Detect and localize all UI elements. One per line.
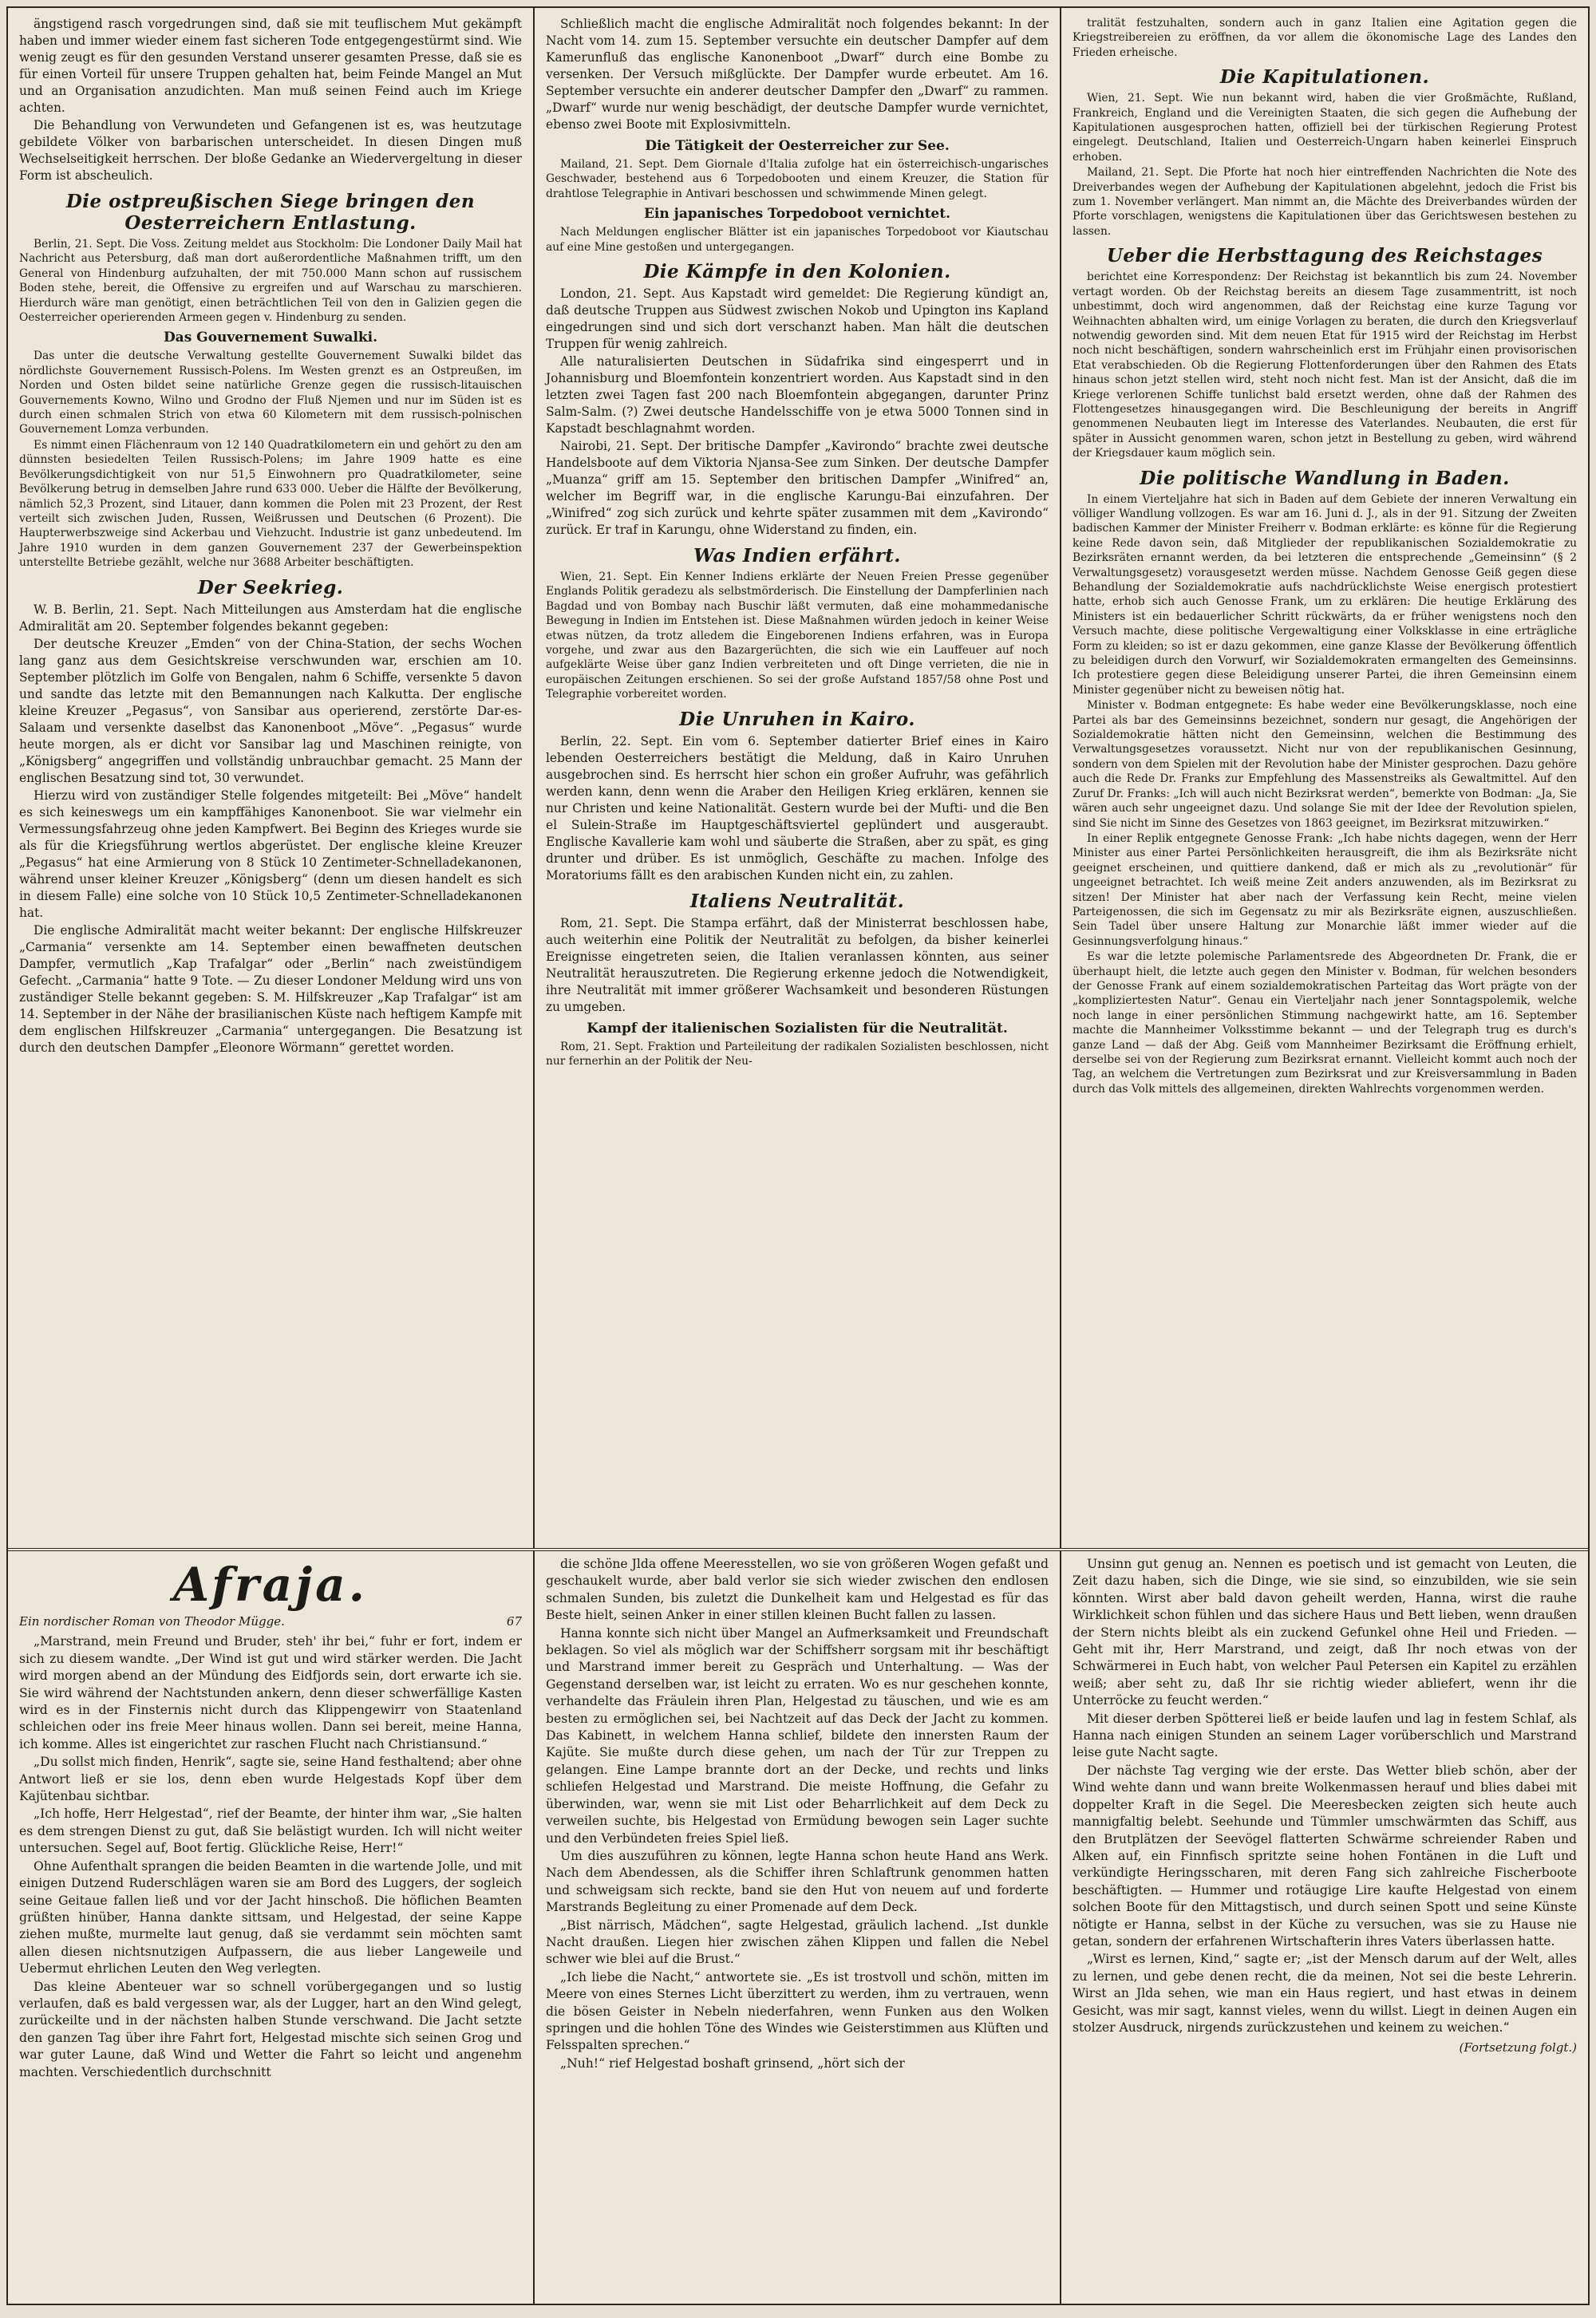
article-paragraph: Rom, 21. Sept. Die Stampa erfährt, daß der Ministerrat beschlossen habe, auch weiterhin eine Politik der Neutralität zu befolgen, da bisher keinerlei Ereignisse eingetreten seien, die Italien veranlassen könnten, aus seiner Neutralität herauszutreten. Die Regierung erkenne jedoch die Notwendigkeit, ihre Neutralität mit immer größerer Wachsamkeit und besonderen Rüstungen zu umgeben. bbox=[546, 915, 1049, 1014]
novel-paragraph: die schöne Jlda offene Meeresstellen, wo sie von größeren Wogen gefaßt und geschaukelt wurde, aber bald verlor sie sich wieder zwischen den endlosen schmalen Sunden, bis zuletzt die Dunkelheit kam und Helgestad es für das Beste hielt, seinen Anker in einer stillen kleinen Bucht fallen zu lassen. bbox=[546, 1557, 1049, 1623]
news-column-2 bbox=[535, 8, 1061, 1548]
article-paragraph: berichtet eine Korrespondenz: Der Reichstag ist bekanntlich bis zum 24. November vertagt worden. Ob der Reichstag bereits an diesem Tage zusammentritt, ist noch unbestimmt, doch wird angenommen, daß der Reichstag eine kurze Tagung vor Weihnachten abhalten wird, um einige Vorlagen zu beraten, die durch den Kriegsverlauf notwendig geworden sind. Mit dem neuen Etat für 1915 wird der Reichstag im Herbst noch nicht beschäftigen, sondern wahrscheinlich erst im Frühjahr einen provisorischen Etat verabschieden. Ob die Regierung Flottenforderungen über den Rahmen des Etats hinaus schon jetzt stellen wird, steht noch nicht fest. Man ist der Ansicht, daß die im Kriege verlorenen Schiffe tunlichst bald ersetzt werden, ohne daß der Rahmen des Flottengesetzes hinausgegangen wird. Die Beschleunigung der bereits in Angriff genommenen Neubauten liegt im Interesse des Vaterlandes. Neubauten, die erst für später in Aussicht genommen waren, schon jetzt in Bestellung zu geben, wird während der Kriegsdauer kaum möglich sein. bbox=[1073, 270, 1577, 460]
article-paragraph: tralität festzuhalten, sondern auch in ganz Italien eine Agitation gegen die Kriegstreibereien zu eröffnen, da vor allem die ökonomische Lage des Landes den Frieden erheische. bbox=[1073, 17, 1577, 59]
article-paragraph: Berlin, 21. Sept. Die Voss. Zeitung meldet aus Stockholm: Die Londoner Daily Mail hat Nachricht aus Petersburg, daß man dort außerordentliche Maßnahmen trifft, um den General von Hindenburg aufzuhalten, der mit 750.000 Mann schon auf russischem Boden stehe, bereit, die Offensive zu ergreifen und auf Warschau zu marschieren. Hierdurch wäre man genötigt, einen beträchtlichen Teil von den in Galizien gegen die Oesterreicher operierenden Armeen gegen v. Hindenburg zu senden. bbox=[19, 238, 522, 325]
article-paragraph: Es nimmt einen Flächenraum von 12 140 Quadratkilometern ein und gehört zu den am dünnsten besiedelten Teilen Russisch-Polens; im Jahre 1909 hatte es eine Bevölkerungsdichtigkeit von nur 51,5 Einwohnern pro Quadratkilometer, seine Bevölkerung betrug in demselben Jahre rund 633 000. Ueber die Hälfte der Bevölkerung, nämlich 52,3 Prozent, sind Litauer, dann kommen die Polen mit 23 Prozent, der Rest verteilt sich zwischen Juden, Russen, Weißrussen und Deutschen (6 Prozent). Die Haupterwerbszweige sind Ackerbau und Viehzucht. Industrie ist ganz unbedeutend. Im Jahre 1910 wurden in dem ganzen Gouvernement 237 der Gewerbeinspektion unterstellte Betriebe gezählt, welche nur 3688 Arbeiter beschäftigten. bbox=[19, 438, 522, 570]
article-paragraph: In einem Vierteljahre hat sich in Baden auf dem Gebiete der inneren Verwaltung ein völliger Wandlung vollzogen. Es war am 16. Juni d. J., als in der 91. Sitzung der Zweiten badischen Kammer der Minister Freiherr v. Bodman erklärte: es könne für die Regierung keine Rede davon sein, daß Mitglieder der republikanischen Sozialdemokratie zu Bezirksräten ernannt werden, da bei letzteren die entsprechende „Gemeinsinn“ (§ 2 Verwaltungsgesetz) vorausgesetzt werden müsse. Nachdem Genosse Geiß gegen diese Behandlung der Sozialdemokratie aufs nachdrücklichste Weise energisch protestiert hatte, erhob sich auch Genosse Frank, um zu erklären: Die heutige Erklärung des Ministers ist ein bedauerlicher Schritt rückwärts, da er früher wenigstens noch den Versuch machte, diese politische Vergewaltigung einer Volksklasse in eine erträgliche Form zu kleiden; so ist er dazu gekommen, eine ganze Klasse der Bevölkerung öffentlich zu beleidigen durch den Vorwurf, wir Sozialdemokraten ermangelten des Gemeinsinns. Ich protestiere gegen diese Beleidigung unserer Partei, die ihren Gemeinsinn einem Minister gegenüber nicht zu beweisen nötig hat. bbox=[1073, 492, 1577, 697]
article-paragraph: Wien, 21. Sept. Ein Kenner Indiens erklärte der Neuen Freien Presse gegenüber Englands Politik geradezu als selbstmörderisch. Die Einstellung der Dampferlinien nach Bagdad und von Bombay nach Buschir läßt vermuten, daß eine mohammedanische Bewegung in Indien im Entstehen ist. Diese Maßnahmen würden jedoch in keiner Weise etwas nützen, da trotz alledem die Eingeborenen Indiens erfahren, was in Europa vorgehe, und zwar aus den Bazargerüchten, die sich wie ein Lauffeuer auf noch aufgeklärte Weise über ganz Indien verbreiteten und oft Dinge verrieten, die nie in europäischen Zeitungen erschienen. So sei der große Aufstand 1857/58 ohne Post und Telegraphie vorbereitet worden. bbox=[546, 571, 1049, 701]
headline-ostpreussen: Die ostpreußischen Siege bringen den Oesterreichern Entlastung. bbox=[65, 191, 476, 234]
novel-paragraph: „Marstrand, mein Freund und Bruder, steh' ihr bei,“ fuhr er fort, indem er sich zu diesem wandte. „Der Wind ist gut und wird stärker werden. Die Jacht wird morgen abend an der Mündung des Eidfjords sein, dort erwarte ich sie. Sie wird während der Nachtstunden ankern, denn dieser schwerfällige Kasten wird es in der Finsternis nicht durch das Klippengewirr von Staatenland schleichen oder ins freie Meer hinaus wollen. Dann sei bereit, meine Hanna, ich komme. Alles ist eingerichtet zur raschen Flucht nach Christiansund.“ bbox=[19, 1634, 522, 1751]
headline-seekrieg: Der Seekrieg. bbox=[197, 576, 344, 598]
novel-column-2 bbox=[535, 1551, 1061, 2304]
novel-subtitle-row bbox=[19, 1613, 522, 1630]
novel-paragraph: Hanna konnte sich nicht über Mangel an Aufmerksamkeit und Freundschaft beklagen. So viel als möglich war der Schiffsherr sorgsam mit ihr beschäftigt und Marstrand immer bereit zu Gespräch und Unterhaltung. — Was der Gegenstand derselben war, ist leicht zu erraten. Wo es nur geschehen konnte, verhandelte das Fräulein ihren Plan, Helgestad zu täuschen, und wie es am besten zu ermöglichen sei, bei Nachtzeit auf das Deck der Jacht zu kommen. Das Kabinett, in welchem Hanna schlief, bildete den innersten Raum der Kajüte. Sie mußte durch diese gehen, um nach der Tür zur Treppen zu gelangen. Eine Lampe brannte dort an der Decke, und rechts und links schliefen Helgestad und Marstrand. Die meiste Hoffnung, die Gefahr zu überwinden, war, wenn sie mit List oder Beharrlichkeit auf dem Deck zu verweilen suchte, bis Helgestad von Ermüdung bewogen sein Lager suchte und den Verbündeten freies Spiel ließ. bbox=[546, 1625, 1049, 1846]
novel-title: Afraja. bbox=[173, 1558, 368, 1612]
headline-baden: Die politische Wandlung in Baden. bbox=[1140, 467, 1510, 489]
article-paragraph: Die englische Admiralität macht weiter bekannt: Der englische Hilfskreuzer „Carmania“ versenkte am 14. September einen bewaffneten deutschen Dampfer, vermutlich „Kap Trafalgar“ oder „Berlin“ nach zweistündigem Gefecht. „Carmania“ hatte 9 Tote. — Zu dieser Londoner Meldung wird uns von zuständiger Stelle bekannt gegeben: S. M. Hilfskreuzer „Kap Trafalgar“ ist am 14. September in der Nähe der brasilianischen Küste nach heftigem Kampfe mit dem englischen Hilfskreuzer „Carmania“ untergegangen. Die Besatzung ist durch den deutschen Dampfer „Eleonore Wörmann“ gerettet worden. bbox=[19, 922, 522, 1055]
article-paragraph: Alle naturalisierten Deutschen in Südafrika sind eingesperrt und in Johannisburg und Bloemfontein konzentriert worden. Aus Kapstadt sind in den letzten zwei Tagen fast 200 nach Bloemfontein abgegangen, darunter Prinz Salm-Salm. (?) Zwei deutsche Handelsschiffe von je etwa 5000 Tonnen sind in Kapstadt beschlagnahmt worden. bbox=[546, 354, 1049, 436]
news-column-1 bbox=[8, 8, 535, 1548]
headline-kolonien: Die Kämpfe in den Kolonien. bbox=[643, 261, 951, 283]
article-paragraph: W. B. Berlin, 21. Sept. Nach Mitteilungen aus Amsterdam hat die englische Admiralität am 20. September folgendes bekannt gegeben: bbox=[19, 602, 522, 634]
article-paragraph: Nairobi, 21. Sept. Der britische Dampfer „Kavirondo“ brachte zwei deutsche Handelsboote auf dem Viktoria Njansa-See zum Sinken. Der deutsche Dampfer „Muanza“ griff am 15. September den britischen Dampfer „Winifred“ an, welcher im Begriff war, in die englische Karungu-Bai einzufahren. Der „Winifred“ zog sich zurück und kehrte später zusammen mit dem „Kavirondo“ zurück. Er traf in Karungu, ohne Widerstand zu finden, ein. bbox=[546, 439, 1049, 538]
headline-indien: Was Indien erfährt. bbox=[693, 545, 901, 567]
novel-paragraph: Das kleine Abenteuer war so schnell vorübergegangen und so lustig verlaufen, daß es bald vergessen war, als der Lugger, hart an den Wind gelegt, zurückeilte und in der nächsten halben Stunde verschwand. Die Jacht setzte den ganzen Tag über ihre Fahrt fort, Helgestad mischte sich seinen Grog und war guter Laune, daß Wind und Wetter die Fahrt so leicht und angenehm machten. Verschiedentlich durchschnitt bbox=[19, 1979, 522, 2079]
article-paragraph: Es war die letzte polemische Parlamentsrede des Abgeordneten Dr. Frank, die er überhaupt hielt, die letzte auch gegen den Minister v. Bodman, für welchen besonders der Genosse Frank auf einem sozialdemokratischen Parteitag das Wort prägte von der „kompliziertesten Natur“. Genau ein Vierteljahr nach jener Sonntagspolemik, welche noch lange in einer persönlichen Stimmung nachgewirkt hatte, am 16. September machte die Mannheimer Volksstimme bekannt — und der Telegraph trug es durch's ganze Land — daß der Abg. Geiß vom Mannheimer Bezirksamt die Eröffnung erhielt, derselbe sei von der Regierung zum Bezirksrat ernannt. Vielleicht kommt auch noch der Tag, an welchem die Vertretungen zum Bezirksrat und zur Kreisversammlung in Baden durch das Volk mittels des allgemeinen, direkten Wahlrechts vorgenommen werden. bbox=[1073, 950, 1577, 1096]
article-paragraph: ängstigend rasch vorgedrungen sind, daß sie mit teuflischem Mut gekämpft haben und immer wieder einem fast sicheren Tode entgegengestürmt sind. Wie wenig zeugt es für den gesunden Verstand unserer gesamten Presse, daß sie es für einen Vorteil für unsere Truppen gehalten hat, beim Feinde Mangel an Mut und an Organisation anzudichten. Man muß seinen Feind auch im Kriege achten. bbox=[19, 17, 522, 115]
novel-installment-number: 67 bbox=[506, 1614, 522, 1629]
headline-kairo: Die Unruhen in Kairo. bbox=[679, 708, 915, 730]
novel-subtitle: Ein nordischer Roman von Theodor Mügge. bbox=[19, 1614, 285, 1629]
article-paragraph: Wien, 21. Sept. Wie nun bekannt wird, haben die vier Großmächte, Rußland, Frankreich, England und die Vereinigten Staaten, die sich gegen die Aufhebung der Kapitulationen ausgesprochen hatten, offiziell bei der türkischen Regierung Protest eingelegt. Deutschland, Italien und Oesterreich-Ungarn haben keinerlei Einspruch erhoben. bbox=[1073, 92, 1577, 164]
article-paragraph: Schließlich macht die englische Admiralität noch folgendes bekannt: In der Nacht vom 14. zum 15. September versuchte ein deutscher Dampfer auf dem Kamerunfluß das englische Kanonenboot „Dwarf“ durch eine Bombe zu versenken. Der Versuch mißglückte. Der Dampfer wurde erbeutet. Am 16. September versuchte ein anderer deutscher Dampfer den „Dwarf“ zu rammen. „Dwarf“ wurde nur wenig beschädigt, der deutsche Dampfer wurde vernichtet, ebenso zwei Boote mit Explosivmitteln. bbox=[546, 17, 1049, 132]
news-column-3 bbox=[1061, 8, 1588, 1548]
article-paragraph: Mailand, 21. Sept. Die Pforte hat noch hier eintreffenden Nachrichten die Note des Dreiverbandes wegen der Aufhebung der Kapitulationen abgelehnt, jedoch die Frist bis zum 1. November verlängert. Man nimmt an, die Mächte des Dreiverbandes würden der Pforte vorschlagen, wenigstens die Kapitulationen über das Gerichtswesen bestehen zu lassen. bbox=[1073, 166, 1577, 238]
novel-column-3 bbox=[1061, 1551, 1588, 2304]
novel-paragraph: „Ich liebe die Nacht,“ antwortete sie. „Es ist trostvoll und schön, mitten im Meere von eines Sternes Licht überzittert zu werden, ihm zu vertrauen, wenn die bösen Geister in Nebeln niederfahren, wenn Funken aus den Wolken springen und die hohlen Töne des Windes wie Geisterstimmen aus Klüften und Felsspalten sprechen.“ bbox=[546, 1969, 1049, 2053]
article-paragraph: London, 21. Sept. Aus Kapstadt wird gemeldet: Die Regierung kündigt an, daß deutsche Truppen aus Südwest zwischen Nokob und Upington ins Kapland eingedrungen sind und sich dort verschanzt haben. Man hält die deutschen Truppen für wenig zahlreich. bbox=[546, 286, 1049, 352]
headline-italien: Italiens Neutralität. bbox=[689, 890, 905, 912]
novel-paragraph: „Ich hoffe, Herr Helgestad“, rief der Beamte, der hinter ihm war, „Sie halten es dem strengen Dienst zu gut, daß Sie belästigt wurden. Ich will nicht weiter untersuchen. Segel auf, Boot fertig. Glückliche Reise, Herr!“ bbox=[19, 1807, 522, 1856]
novel-section bbox=[8, 1551, 1588, 2304]
novel-paragraph: „Du sollst mich finden, Henrik“, sagte sie, seine Hand festhaltend; aber ohne Antwort ließ er sie los, denn eben wurde Helgestads Kopf über dem Kajütenbau sichtbar. bbox=[19, 1755, 522, 1804]
novel-column-1 bbox=[8, 1551, 535, 2304]
newspaper-page bbox=[6, 6, 1590, 2305]
article-paragraph: Berlin, 22. Sept. Ein vom 6. September datierter Brief eines in Kairo lebenden Oesterreichers bestätigt die Meldung, daß in Kairo Unruhen ausgebrochen sind. Es herrscht hier schon ein großer Aufruhr, was gefährlich werden kann, denn wenn die Araber den Heiligen Krieg erklären, kennen sie nur Christen und keine Nationalität. Gestern wurde bei der Mufti- und die Ben el Sulein-Straße im Hauptgeschäftsviertel geplündert und ausgeraubt. Englische Kavallerie kam wohl und säuberte die Straßen, aber zu spät, es ging drunter und drüber. Es ist unmöglich, Geschäfte zu machen. Infolge des Moratoriums fällt es den arabischen Kunden nicht ein, zu zahlen. bbox=[546, 733, 1049, 883]
novel-paragraph: Ohne Aufenthalt sprangen die beiden Beamten in die wartende Jolle, und mit einigen Dutzend Ruderschlägen waren sie am Bord des Luggers, der sogleich seine Geitaue fallen ließ und vor der Jacht hinschoß. Die höflichen Beamten grüßten hinüber, Hanna dankte sittsam, und Helgestad, der seine Kappe ziehen mußte, murmelte laut genug, daß sie verdammt sein möchten samt allen diesen nichtsnutzigen Aufpassern, die aus lieber Langeweile und Uebermut ehrlichen Leuten den Weg verlegten. bbox=[19, 1858, 522, 1976]
headline-reichstag: Ueber die Herbsttagung des Reichstages bbox=[1106, 245, 1543, 267]
novel-paragraph: „Wirst es lernen, Kind,“ sagte er; „ist der Mensch darum auf der Welt, alles zu lernen, und gebe denen recht, die da meinen, Not sei die beste Lehrerin. Wirst an Jlda sehen, wie man ein Haus regiert, und hast etwas in deinem Gesicht, was mir sagt, kannst vieles, wenn du willst. Liegt in deinen Augen ein stolzer Ausdruck, nirgends zurückzustehen und keinem zu weichen.“ bbox=[1073, 1952, 1577, 2035]
headline-sozialisten: Kampf der italienischen Sozialisten für die Neutralität. bbox=[587, 1020, 1008, 1037]
headline-suwalki: Das Gouvernement Suwalki. bbox=[163, 330, 378, 346]
article-paragraph: Die Behandlung von Verwundeten und Gefangenen ist es, was heutzutage gebildete Völker von barbarischen unterscheidet. In diesen Dingen muß Wechselseitigkeit herrschen. Der bloße Gedanke an Wiedervergeltung in dieser Form ist abscheulich. bbox=[19, 118, 522, 183]
novel-paragraph: „Nuh!“ rief Helgestad boshaft grinsend, „hört sich der bbox=[560, 2055, 905, 2071]
novel-paragraph: Der nächste Tag verging wie der erste. Das Wetter blieb schön, aber der Wind wehte dann und wann breite Wolkenmassen herauf und blies dabei mit doppelter Kraft in die Segel. Die Meeresbecken zeigten sich heute auch mannigfaltig belebt. Seehunde und Tümmler umschwärmten das Schiff, aus den Brutplätzen der Seevögel flatterten Schwärme schreiender Raben und Alken auf, ein Finnfisch spritzte seine hohen Fontänen in die Luft und verkündigte Heringsscharen, mit deren Fang sich zahlreiche Fischerboote beschäftigten. — Hummer und rotäugige Lire kaufte Helgestad von einem solchen Boote für den Mittagstisch, und durch seinen Spott und seine Künste nötigte er Hanna, selbst in der Küche zu versuchen, was sie zu Hause nie getan, sondern der erfahrenen Wirtschafterin ihres Vaters überlassen hatte. bbox=[1073, 1763, 1577, 1949]
article-paragraph: Hierzu wird von zuständiger Stelle folgendes mitgeteilt: Bei „Möve“ handelt es sich keineswegs um ein kampffähiges Kanonenboot. Sie war vielmehr ein Vermessungsfahrzeug ohne jeden Kampfwert. Bei Beginn des Krieges wurde sie als für die Kriegsführung wertlos abgerüstet. Der englische kleine Kreuzer „Pegasus“ hat eine Armierung von 8 Stück 10 Zentimeter-Schnelladekanonen, während unser kleiner Kreuzer „Königsberg“ (denn um diesen handelt es sich in diesem Falle) eine solche von 10 Stück 10,5 Zentimeter-Schnelladekanonen hat. bbox=[19, 788, 522, 920]
article-paragraph: Rom, 21. Sept. Fraktion und Parteileitung der radikalen Sozialisten beschlossen, nicht nur fernerhin an der Politik der Neu- bbox=[546, 1040, 1049, 1068]
article-paragraph: Das unter die deutsche Verwaltung gestellte Gouvernement Suwalki bildet das nördlichste Gouvernement Russisch-Polens. Im Westen grenzt es an Ostpreußen, im Norden und Osten bildet seine natürliche Grenze gegen die russisch-litauischen Gouvernements Kowno, Wilno und Grodno der Fluß Njemen und nur im Süden ist es durch einen schmalen Strich von etwa 60 Kilometern mit dem russisch-polnischen Gouvernement Lomza verbunden. bbox=[19, 349, 522, 436]
article-paragraph: Minister v. Bodman entgegnete: Es habe weder eine Bevölkerungsklasse, noch eine Partei als bar des Gemeinsinns bezeichnet, sondern nur gesagt, die Angehörigen der Sozialdemokratie hätten nicht den Gemeinsinn, welchen die Bestimmung des Verwaltungsgesetzes voraussetzt. Nicht nur von der republikanischen Gesinnung, sondern von dem Spielen mit der Revolution habe der Minister gesprochen. Dazu gehöre auch die Rede Dr. Franks zur Empfehlung des Massenstreiks als Gewaltmittel. Auf den Zuruf Dr. Franks: „Ich will auch nicht Bezirksrat werden“, bemerkte von Bodman: „Ja, Sie wären auch sehr ungeeignet dazu. Und solange Sie mit der Idee der Revolution spielen, sind Sie nicht im Sinne des Gesetzes von 1863 geeignet, im Bezirksrat mitzuwirken.“ bbox=[1073, 699, 1577, 830]
article-paragraph: Nach Meldungen englischer Blätter ist ein japanisches Torpedoboot vor Kiautschau auf eine Mine gestoßen und untergegangen. bbox=[546, 226, 1049, 254]
article-paragraph: Der deutsche Kreuzer „Emden“ von der China-Station, der sechs Wochen lang ganz aus dem Gesichtskreise verschwunden war, erschien am 10. September plötzlich im Golfe von Bengalen, nahm 6 Schiffe, versenkte 5 davon und sandte das letzte mit den Bemannungen nach Kalkutta. Der englische kleine Kreuzer „Pegasus“, von Sansibar aus operierend, zerstörte Dar-es-Salaam und versenkte daselbst das Kanonenboot „Möve“. „Pegasus“ wurde heute morgen, als er dicht vor Sansibar lag und Maschinen reinigte, von „Königsberg“ angegriffen und vollständig unbrauchbar gemacht. 25 Mann der englischen Besatzung sind tot, 30 verwundet. bbox=[19, 636, 522, 785]
article-paragraph: In einer Replik entgegnete Genosse Frank: „Ich habe nichts dagegen, wenn der Herr Minister aus einer Partei Persönlichkeiten herausgreift, die ihm als Bezirksräte nicht geeignet erscheinen, und quittiere dankend, daß er mich als zu „revolutionär“ für ungeeignet betrachtet. Ich weiß meine Zeit anders anzuwenden, als im Bezirksrat zu sitzen! Der Minister hat aber nach der Verfassung kein Recht, meine vielen Parteigenossen, die sich im Gegensatz zu mir als Bezirksräte eignen, auszuschließen. Sein Tadel über unsere Haltung zur Monarchie läßt immer wieder auf die Gesinnungsverfolgung hinaus.“ bbox=[1073, 831, 1577, 948]
article-paragraph: Mailand, 21. Sept. Dem Giornale d'Italia zufolge hat ein österreichisch-ungarisches Geschwader, bestehend aus 6 Torpedobooten und einem Kreuzer, die Station für drahtlose Telegraphie in Antivari beschossen und schwimmende Minen gelegt. bbox=[546, 158, 1049, 200]
news-section bbox=[8, 8, 1588, 1551]
headline-kapitulationen: Die Kapitulationen. bbox=[1219, 66, 1430, 89]
headline-torpedoboot: Ein japanisches Torpedoboot vernichtet. bbox=[643, 206, 951, 223]
novel-paragraph: Unsinn gut genug an. Nennen es poetisch und ist gemacht von Leuten, die Zeit dazu haben, sich die Dinge, wie sie sind, so einzubilden, wie sie sein könnten. Wirst aber bald davon geheilt werden, Hanna, wirst die rauhe Wirklichkeit schon fühlen und das sichere Haus und Bett lieben, wenn draußen der Stern nichts bleibt als ein zuckend Gefunkel ohne Heil und Frieden. — Geht mit ihr, Herr Marstrand, und zeigt, daß Ihr noch etwas von der Schwärmerei in Euch habt, von welcher Paul Petersen ein Kapitel zu erzählen weiß; aber seht zu, daß Ihr sie richtig wieder abliefert, wenn ihr die Unterröcke zu feucht werden.“ bbox=[1073, 1557, 1577, 1708]
novel-paragraph: Mit dieser derben Spötterei ließ er beide laufen und lag in festem Schlaf, als Hanna nach einigen Stunden an seinem Lager vorüberschlich und Marstrand leise gute Nacht sagte. bbox=[1073, 1711, 1577, 1760]
continuation-note: (Fortsetzung folgt.) bbox=[1459, 2040, 1577, 2055]
novel-paragraph: „Bist närrisch, Mädchen“, sagte Helgestad, gräulich lachend. „Ist dunkle Nacht draußen. Liegen hier zwischen zähen Klippen und fallen die Nebel schwer wie blei auf die Brust.“ bbox=[546, 1917, 1049, 1967]
headline-oesterreicher-see: Die Tätigkeit der Oesterreicher zur See. bbox=[645, 138, 950, 154]
novel-paragraph: Um dies auszuführen zu können, legte Hanna schon heute Hand ans Werk. Nach dem Abendessen, als die Schiffer ihren Schlaftrunk genommen hatten und schweigsam sich reckte, band sie den Hut von neuem auf und forderte Marstrands Begleitung zu einer Promenade auf dem Deck. bbox=[546, 1848, 1049, 1915]
